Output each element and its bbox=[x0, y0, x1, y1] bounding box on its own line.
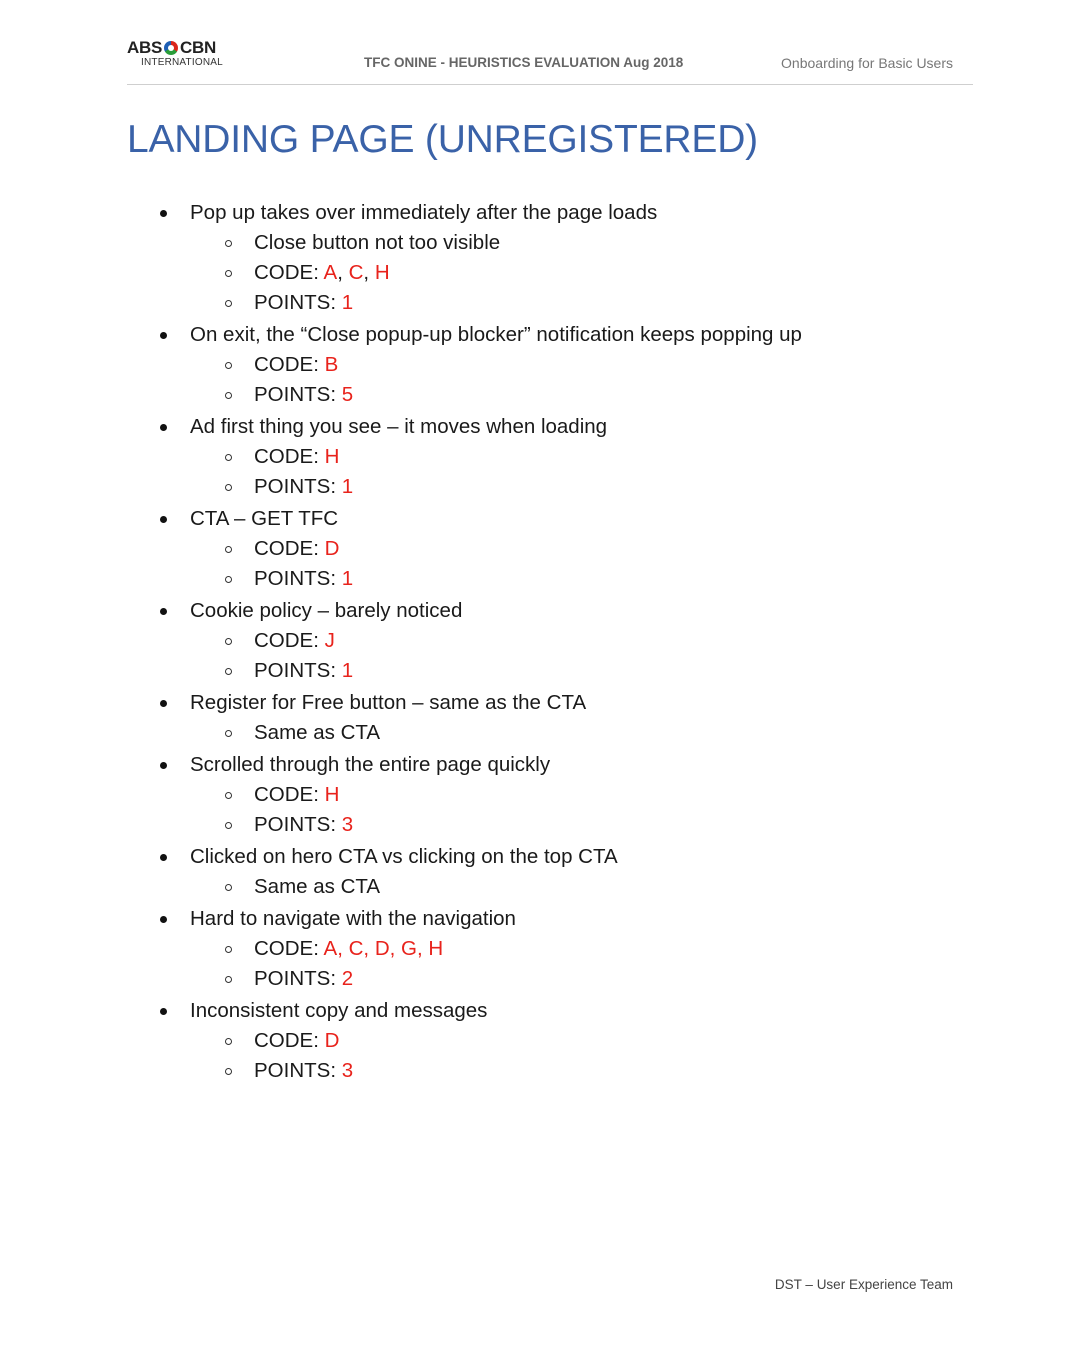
points-label: POINTS: bbox=[254, 967, 337, 990]
points-line bbox=[150, 656, 1010, 686]
finding-item bbox=[150, 412, 1010, 504]
points-value: 1 bbox=[341, 475, 354, 498]
logo-text-left: ABS bbox=[127, 38, 162, 57]
code-value: D bbox=[324, 1029, 340, 1052]
points-label: POINTS: bbox=[254, 567, 337, 590]
finding-item bbox=[150, 688, 1010, 750]
code-value: H bbox=[374, 261, 390, 284]
findings-list bbox=[150, 198, 1010, 1088]
finding-text: Register for Free button – same as the CTA bbox=[150, 688, 1010, 718]
document-subtitle: Onboarding for Basic Users bbox=[781, 55, 953, 71]
logo-subtext: INTERNATIONAL bbox=[141, 57, 223, 68]
points-label: POINTS: bbox=[254, 475, 337, 498]
code-label: CODE: bbox=[254, 445, 319, 468]
points-line bbox=[150, 564, 1010, 594]
finding-note: Close button not too visible bbox=[150, 228, 1010, 258]
code-value: D bbox=[324, 537, 340, 560]
document-title: TFC ONINE - HEURISTICS EVALUATION Aug 2018 bbox=[364, 55, 684, 70]
code-value: A bbox=[323, 261, 338, 284]
points-label: POINTS: bbox=[254, 1059, 337, 1082]
points-value: 5 bbox=[341, 383, 354, 406]
code-value: C bbox=[348, 261, 364, 284]
points-line bbox=[150, 1056, 1010, 1086]
code-line: CODE: A, C, H bbox=[150, 258, 1010, 288]
points-label: POINTS: bbox=[254, 291, 337, 314]
finding-text: Inconsistent copy and messages bbox=[150, 996, 1010, 1026]
finding-text: Hard to navigate with the navigation bbox=[150, 904, 1010, 934]
finding-item bbox=[150, 504, 1010, 596]
finding-text: Pop up takes over immediately after the page loads bbox=[150, 198, 1010, 228]
finding-text: On exit, the “Close popup-up blocker” notification keeps popping up bbox=[150, 320, 1010, 350]
abs-cbn-international-logo bbox=[127, 38, 267, 78]
page-footer: DST – User Experience Team bbox=[774, 1277, 953, 1292]
page-header bbox=[127, 38, 973, 85]
finding-item bbox=[150, 750, 1010, 842]
finding-note: Same as CTA bbox=[150, 872, 1010, 902]
finding-text: CTA – GET TFC bbox=[150, 504, 1010, 534]
code-value: H bbox=[324, 783, 340, 806]
finding-note: Same as CTA bbox=[150, 718, 1010, 748]
finding-item bbox=[150, 198, 1010, 320]
finding-text: Scrolled through the entire page quickly bbox=[150, 750, 1010, 780]
code-value: G bbox=[401, 937, 417, 960]
code-line: CODE: A, C, D, G, H bbox=[150, 934, 1010, 964]
code-line bbox=[150, 626, 1010, 656]
code-label: CODE: bbox=[254, 353, 319, 376]
logo-seal-icon bbox=[164, 41, 178, 55]
code-label: CODE: bbox=[254, 1029, 319, 1052]
finding-item bbox=[150, 904, 1010, 996]
code-line bbox=[150, 1026, 1010, 1056]
finding-text: Clicked on hero CTA vs clicking on the top CTA bbox=[150, 842, 1010, 872]
code-value: C bbox=[348, 937, 364, 960]
points-value: 3 bbox=[341, 813, 354, 836]
code-label: CODE: bbox=[254, 937, 319, 960]
points-line bbox=[150, 380, 1010, 410]
code-value: D bbox=[374, 937, 390, 960]
finding-text: Ad first thing you see – it moves when loading bbox=[150, 412, 1010, 442]
points-line bbox=[150, 964, 1010, 994]
code-label: CODE: bbox=[254, 537, 319, 560]
code-line bbox=[150, 442, 1010, 472]
code-value: H bbox=[428, 937, 444, 960]
points-line bbox=[150, 472, 1010, 502]
code-value: J bbox=[324, 629, 335, 652]
finding-text: Cookie policy – barely noticed bbox=[150, 596, 1010, 626]
logo-wordmark bbox=[127, 38, 216, 58]
code-label: CODE: bbox=[254, 261, 319, 284]
code-value: B bbox=[324, 353, 339, 376]
code-label: CODE: bbox=[254, 629, 319, 652]
code-line bbox=[150, 534, 1010, 564]
finding-item bbox=[150, 842, 1010, 904]
finding-item bbox=[150, 996, 1010, 1088]
code-value: H bbox=[324, 445, 340, 468]
points-line bbox=[150, 288, 1010, 318]
points-label: POINTS: bbox=[254, 659, 337, 682]
points-value: 1 bbox=[341, 291, 354, 314]
points-value: 1 bbox=[341, 659, 354, 682]
code-value: A bbox=[323, 937, 338, 960]
code-line bbox=[150, 350, 1010, 380]
code-line bbox=[150, 780, 1010, 810]
finding-item bbox=[150, 320, 1010, 412]
points-value: 1 bbox=[341, 567, 354, 590]
logo-text-right: CBN bbox=[180, 38, 216, 57]
points-label: POINTS: bbox=[254, 383, 337, 406]
points-value: 2 bbox=[341, 967, 354, 990]
points-line bbox=[150, 810, 1010, 840]
points-value: 3 bbox=[341, 1059, 354, 1082]
points-label: POINTS: bbox=[254, 813, 337, 836]
code-label: CODE: bbox=[254, 783, 319, 806]
page-title: LANDING PAGE (UNREGISTERED) bbox=[127, 118, 758, 161]
finding-item bbox=[150, 596, 1010, 688]
